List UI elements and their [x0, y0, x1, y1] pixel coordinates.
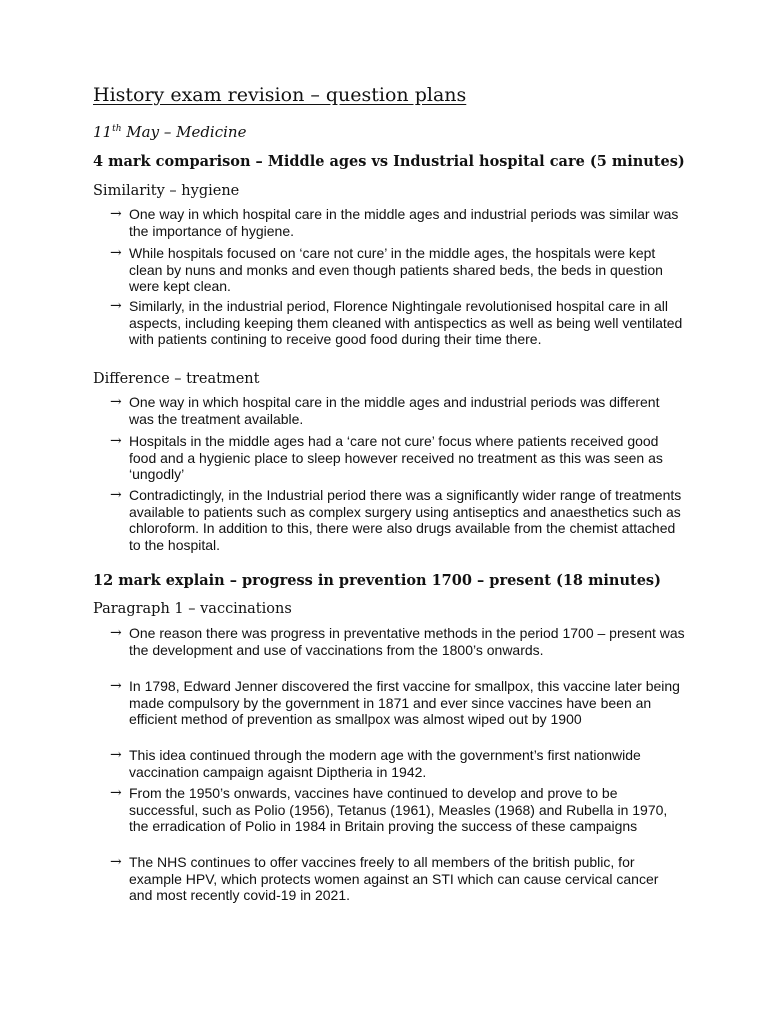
- bullet-text: In 1798, Edward Jenner discovered the first vaccine for smallpox, this vaccine later being made compulsory by the government in 1871 and ever since vaccines have been an efficient method of prevention as smallpox was almost wiped out by 1900: [129, 678, 680, 727]
- list-item: [110, 625, 685, 658]
- bullet-text: From the 1950’s onwards, vaccines have continued to develop and prove to be successful, such as Polio (1956), Tetanus (1961), Measles (1968) and Rubella in 1970, the erradication of Polio in 1984 in Britain proving the success of these campaigns: [129, 785, 668, 834]
- difference-label: Difference – treatment: [93, 371, 260, 387]
- page-title: History exam revision – question plans: [93, 84, 467, 106]
- list-item: [110, 206, 685, 239]
- list-item: [110, 487, 685, 553]
- date-topic: May – Medicine: [121, 123, 247, 141]
- bullet-text: While hospitals focused on ‘care not cure’ in the middle ages, the hospitals were kept clean by nuns and monks and even though patients shared beds, the beds in question were kept clean.: [129, 245, 663, 294]
- list-item: [110, 678, 685, 728]
- arrow-icon: →: [110, 206, 122, 222]
- arrow-icon: →: [110, 747, 122, 763]
- list-item: [110, 433, 685, 483]
- bullet-text: One way in which hospital care in the middle ages and industrial periods was similar was the importance of hygiene.: [129, 206, 679, 239]
- bullet-text: The NHS continues to offer vaccines freely to all members of the british public, for example HPV, which protects women against an STI which can cause cervical cancer and most recently covid-19 in 2021.: [129, 854, 659, 903]
- arrow-icon: →: [110, 854, 122, 870]
- section-heading-comparison: 4 mark comparison – Middle ages vs Industrial hospital care (5 minutes): [93, 153, 685, 170]
- bullet-text: Similarly, in the industrial period, Florence Nightingale revolutionised hospital care in all aspects, including keeping them cleaned with antispectics as well as being well ventilated with patients contining to receive good food during their time there.: [129, 298, 683, 347]
- bullet-text: One way in which hospital care in the middle ages and industrial periods was different was the treatment available.: [129, 394, 660, 427]
- arrow-icon: →: [110, 785, 122, 801]
- arrow-icon: →: [110, 245, 122, 261]
- arrow-icon: →: [110, 487, 122, 503]
- bullet-text: Hospitals in the middle ages had a ‘care not cure’ focus where patients received good food and a hygienic place to sleep however received no treatment as this was seen as ‘ungodly’: [129, 433, 663, 482]
- date-day: 11: [93, 123, 113, 141]
- arrow-icon: →: [110, 394, 122, 410]
- arrow-icon: →: [110, 625, 122, 641]
- arrow-icon: →: [110, 433, 122, 449]
- list-item: [110, 298, 685, 348]
- date-subheading: [93, 123, 246, 141]
- arrow-icon: →: [110, 678, 122, 694]
- list-item: [110, 394, 685, 427]
- list-item: [110, 747, 685, 780]
- list-item: [110, 854, 685, 904]
- arrow-icon: →: [110, 298, 122, 314]
- bullet-text: One reason there was progress in preventative methods in the period 1700 – present was the development and use of vaccinations from the 1800’s onwards.: [129, 625, 685, 658]
- bullet-text: Contradictingly, in the Industrial period there was a significantly wider range of treatments available to patients such as complex surgery using antiseptics and anaesthetics such as chloroform. In addition to this, there were also drugs available from the chemist attached to the hospital.: [129, 487, 682, 553]
- list-item: [110, 245, 685, 295]
- bullet-text: This idea continued through the modern age with the government’s first nationwide vaccination campaign agaisnt Diptheria in 1942.: [129, 747, 641, 780]
- similarity-label: Similarity – hygiene: [93, 183, 240, 199]
- paragraph-label: Paragraph 1 – vaccinations: [93, 601, 292, 617]
- list-item: [110, 785, 685, 835]
- section-heading-explain: 12 mark explain – progress in prevention 1700 – present (18 minutes): [93, 572, 661, 589]
- date-suffix: th: [112, 124, 122, 134]
